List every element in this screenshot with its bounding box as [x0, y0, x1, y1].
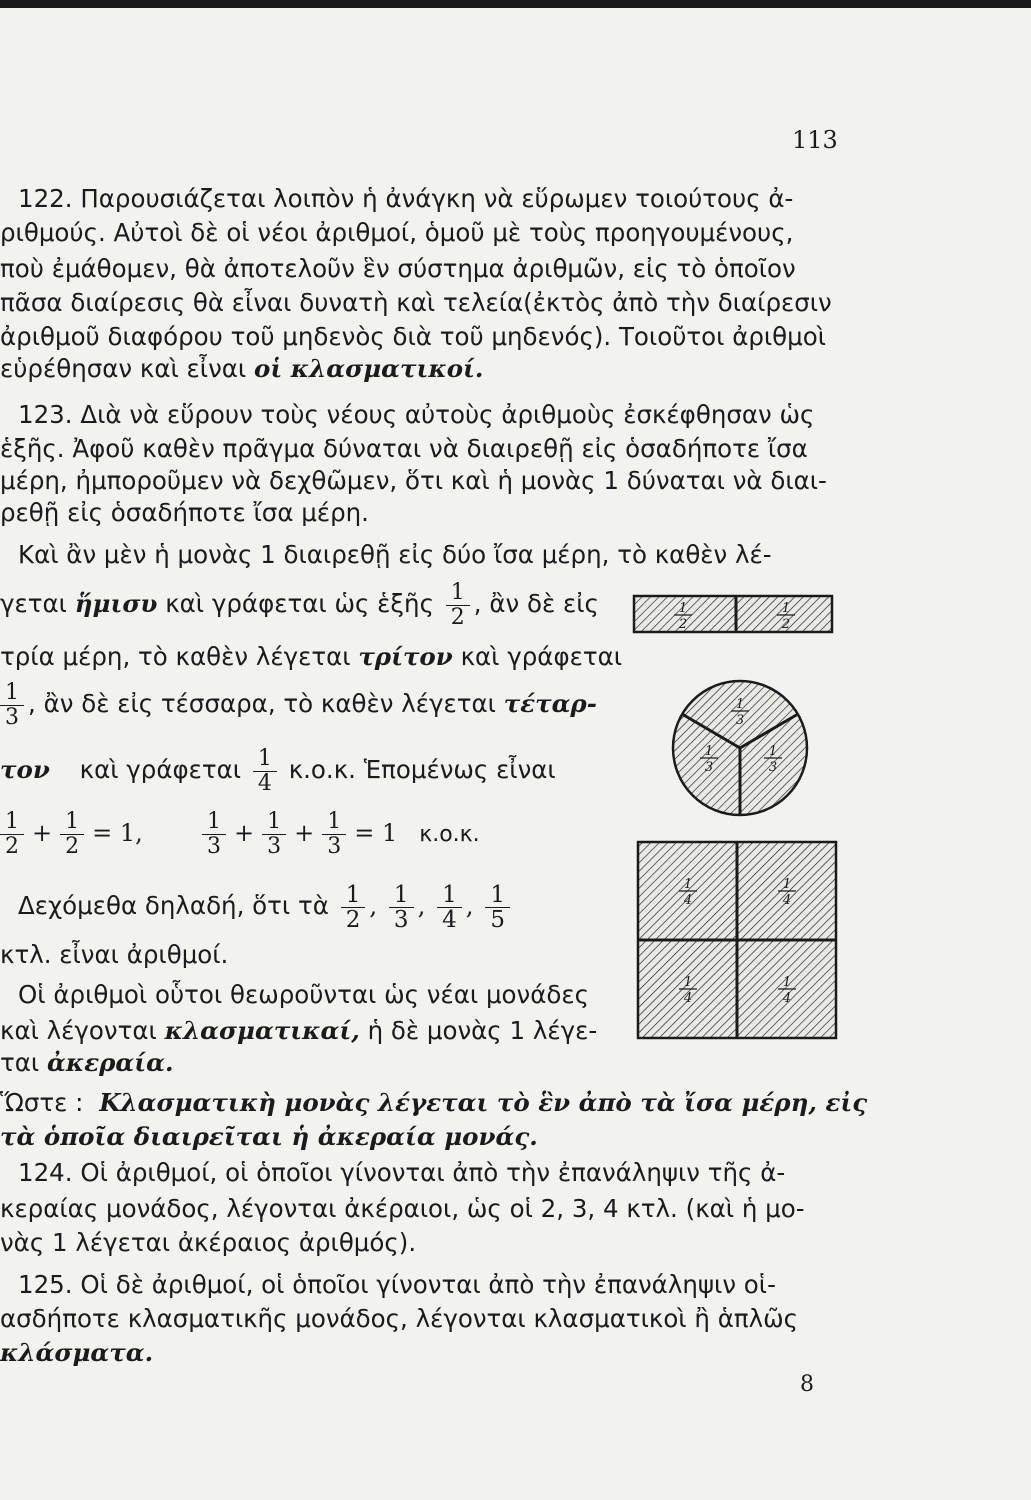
kok-abbrev: κ.ο.κ. [419, 822, 480, 847]
denominator: 5 [490, 906, 506, 933]
text-segment: κ.ο.κ. Ἑπομένως εἶναι [288, 755, 556, 784]
numerator: 1 [202, 810, 226, 835]
half-label-den: 2 [678, 617, 688, 632]
third-label-den: 3 [704, 760, 714, 775]
plus-sign: + [294, 819, 315, 847]
quarters-diagram [638, 842, 836, 1038]
text-segment: Ὥστε : [0, 1088, 84, 1117]
denominator: 3 [327, 834, 342, 859]
denominator: 3 [207, 834, 222, 859]
term-klasmatikai: κλασματικαί, [164, 1016, 360, 1045]
denominator: 3 [5, 704, 19, 730]
p122-line-3: ποὺ ἐμάθομεν, θὰ ἀποτελοῦν ἓν σύστημα ἀριθμῶν, εἰς τὸ ὁποῖον [0, 254, 796, 283]
book-page [0, 8, 1031, 1500]
p124-line-2: κεραίας μονάδος, λέγονται ἀκέραιοι, ὡς οἱ 2, 3, 4 κτλ. (καὶ ἡ μο- [0, 1194, 805, 1223]
denominator: 4 [257, 770, 272, 796]
definition-line-2: τὰ ὁποῖα διαιρεῖται ἡ ἀκεραία μονάς. [0, 1122, 538, 1151]
text-segment: γεται [0, 589, 67, 618]
denominator: 2 [65, 834, 80, 859]
plus-sign: + [234, 819, 255, 847]
p122-line-1: 122. Παρουσιάζεται λοιπὸν ἡ ἀνάγκη νὰ εὕρωμεν τοιούτους ἀ- [18, 184, 794, 213]
equals-one: = 1 [354, 819, 398, 847]
p124-line-3: νὰς 1 λέγεται ἀκέραιος ἀριθμός). [0, 1228, 417, 1257]
equals-one: = 1, [92, 819, 143, 847]
comma: , [369, 891, 378, 920]
quarter-label-num: 1 [782, 975, 792, 990]
quarter-label-num: 1 [683, 975, 693, 990]
quarter-label-den: 4 [782, 991, 792, 1006]
p125-line-1: 125. Οἱ δὲ ἀριθμοί, οἱ ὁποῖοι γίνονται ἀπὸ τὴν ἐπανάληψιν οἱ- [18, 1270, 776, 1299]
comma: , [465, 891, 474, 920]
term-hemisy: ἥμισυ [74, 589, 158, 618]
numerator: 1 [262, 810, 286, 835]
p123-line-1: 123. Διὰ νὰ εὕρουν τοὺς νέους αὐτοὺς ἀριθμοὺς ἐσκέφθησαν ὡς [18, 400, 815, 429]
p124-line-1: 124. Οἱ ἀριθμοί, οἱ ὁποῖοι γίνονται ἀπὸ τὴν ἐπανάληψιν τῆς ἀ- [18, 1158, 786, 1187]
numerator: 1 [485, 883, 510, 908]
numerator: 1 [322, 810, 346, 835]
third-label-den: 3 [735, 713, 745, 728]
p122-line-2: ριθμούς. Αὐτοὶ δὲ οἱ νέοι ἀριθμοί, ὁμοῦ μὲ τοὺς προηγουμένους, [0, 218, 794, 247]
numerator: 1 [0, 810, 24, 835]
p123-line-4: ρεθῇ εἰς ὁσαδήποτε ἴσα μέρη. [0, 498, 369, 527]
numerator: 1 [341, 883, 366, 908]
quarter-label-num: 1 [683, 877, 693, 892]
denominator: 3 [393, 906, 409, 933]
term-tetarton-end: τον [0, 755, 50, 784]
numerator: 1 [60, 810, 84, 835]
third-label-den: 3 [768, 760, 778, 775]
p123-line-13: Οἱ ἀριθμοὶ οὗτοι θεωροῦνται ὡς νέαι μονάδες [18, 980, 589, 1009]
denominator: 3 [267, 834, 282, 859]
p122-line-6-text: εὑρέθησαν καὶ εἶναι [0, 354, 247, 383]
denominator: 2 [5, 834, 19, 859]
term-klasmatikoi: οἱ κλασματικοί. [254, 354, 484, 383]
text-segment: , ἂν δὲ εἰς [473, 589, 599, 618]
half-label-den: 2 [781, 617, 791, 632]
text-segment: τρία μέρη, τὸ καθὲν λέγεται [0, 642, 351, 671]
quarter-label-den: 4 [683, 991, 693, 1006]
denominator: 2 [345, 906, 361, 933]
half-label-num: 1 [678, 601, 688, 616]
term-triton: τρίτον [358, 642, 453, 671]
definition-text: Κλασματικὴ μονὰς λέγεται τὸ ἓν ἀπὸ τὰ ἴσα μέρη, εἰς [99, 1088, 868, 1117]
text-segment: καὶ λέγονται [0, 1016, 157, 1045]
half-label-num: 1 [781, 601, 791, 616]
denominator: 2 [450, 604, 465, 630]
text-segment: , ἂν δὲ εἰς τέσσαρα, τὸ καθὲν λέγεται [28, 689, 496, 718]
term-akeraia: ἀκεραία. [47, 1048, 174, 1077]
page-number: 113 [792, 126, 838, 154]
plus-sign: + [32, 819, 53, 847]
p125-line-3: κλάσματα. [0, 1338, 154, 1367]
text-segment: ται [0, 1048, 40, 1077]
quarter-label-num: 1 [782, 877, 792, 892]
signature-mark: 8 [800, 1372, 814, 1397]
p123-line-2: ἑξῆς. Ἀφοῦ καθὲν πρᾶγμα δύναται νὰ διαιρεθῇ εἰς ὁσαδήποτε ἴσα [0, 434, 808, 463]
text-segment: ἡ δὲ μονὰς 1 λέγε- [367, 1016, 598, 1045]
fraction-figures [0, 8, 1031, 1500]
text-segment: καὶ γράφεται [79, 755, 242, 784]
text-segment: Δεχόμεθα δηλαδή, ὅτι τὰ [18, 891, 329, 920]
term-tetarton: τέταρ- [503, 689, 597, 718]
quarter-label-den: 4 [782, 893, 792, 908]
halves-diagram [634, 596, 832, 632]
p122-line-5: ἀριθμοῦ διαφόρου τοῦ μηδενὸς διὰ τοῦ μηδενός). Τοιοῦτοι ἀριθμοὶ [0, 322, 827, 351]
thirds-diagram [673, 681, 807, 815]
halves-bar [634, 596, 832, 632]
p123-line-5: Καὶ ἂν μὲν ἡ μονὰς 1 διαιρεθῇ εἰς δύο ἴσα μέρη, τὸ καθὲν λέ- [18, 540, 772, 569]
third-label-num: 1 [735, 697, 745, 712]
text-segment: καὶ γράφεται [460, 642, 623, 671]
numerator: 1 [253, 747, 277, 772]
third-label-num: 1 [768, 744, 778, 759]
numerator: 1 [437, 883, 462, 908]
quarter-label-den: 4 [683, 893, 693, 908]
p125-line-2: ασδήποτε κλασματικῆς μονάδος, λέγονται κλασματικοὶ ἢ ἁπλῶς [0, 1304, 798, 1333]
third-label-num: 1 [704, 744, 714, 759]
comma: , [417, 891, 426, 920]
p122-line-4: πᾶσα διαίρεσις θὰ εἶναι δυνατὴ καὶ τελεία(ἐκτὸς ἀπὸ τὴν διαίρεσιν [0, 288, 832, 317]
p123-line-3: μέρη, ἠμποροῦμεν νὰ δεχθῶμεν, ὅτι καὶ ἡ μονὰς 1 δύναται νὰ διαι- [0, 466, 827, 495]
denominator: 4 [442, 906, 457, 933]
numerator: 1 [0, 681, 24, 706]
p123-line-12: κτλ. εἶναι ἀριθμοί. [0, 940, 229, 969]
text-segment: καὶ γράφεται ὡς ἑξῆς [165, 589, 434, 618]
numerator: 1 [389, 883, 414, 908]
numerator: 1 [446, 581, 470, 606]
